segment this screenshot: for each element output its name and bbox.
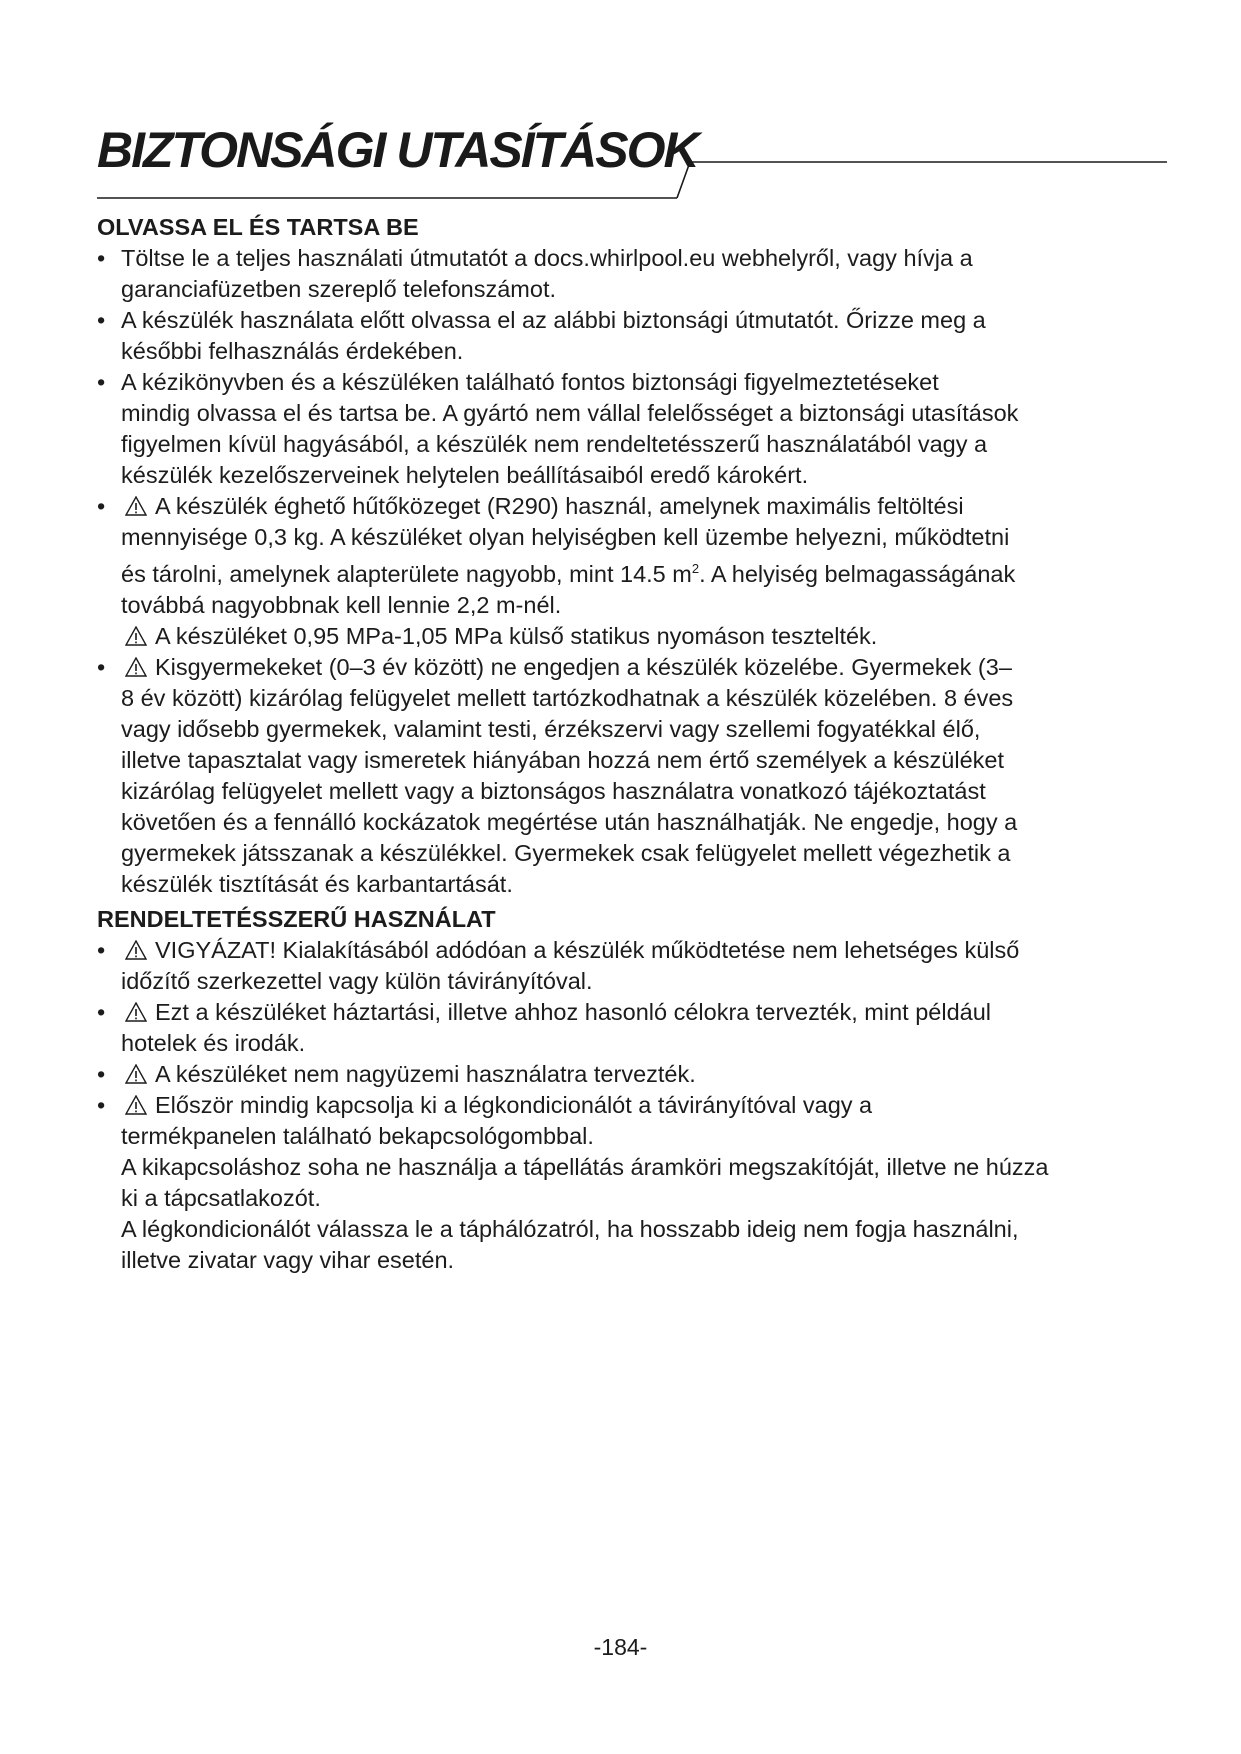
warning-triangle-icon: [125, 1064, 147, 1084]
bullet-not-industrial: • A készüléket nem nagyüzemi használatra tervezték.: [97, 1059, 1177, 1090]
bullet-children: • Kisgyermekeket (0–3 év között) ne engedjen a készülék közelébe. Gyermekek (3– 8 év között) kizárólag felügyelet mellett tartózkodhatnak a készülék közelében. 8 éves vagy idősebb gyermekek, valamint testi, érzékszervi vagy szellemi fogyatékkal élő, illetve tapasztalat vagy ismeretek hiányában hozzá nem értő személyek a készüléket kizárólag felügyelet mellett vagy a biztonságos használatra vonatkozó tájékoztatást követően és a fennálló kockázatok megértése után használhatják. Ne engedje, hogy a gyermekek játsszanak a készülékkel. Gyermekek csak felügyelet mellett végezhetik a készülék tisztítását és karbantartását.: [97, 654, 1018, 897]
bullet-caution-timer: • VIGYÁZAT! Kialakításából adódóan a készülék működtetése nem lehetséges külső időzítő szerkezettel vagy külön távirányítóval.: [97, 937, 1020, 994]
bullet-switch-off: • Először mindig kapcsolja ki a légkondicionálót a távirányítóval vagy a termékpanelen található bekapcsológombbal. A kikapcsoláshoz soha ne használja a tápellátás áramköri megszakítóját, illetve ne húzza ki a tápcsatlakozót. A légkondicionálót válassza le a táphálózatról, ha hosszabb ideig nem fogja használni, illetve zivatar vagy vihar esetén.: [97, 1092, 1049, 1273]
bullet-symbol: •: [97, 999, 106, 1025]
warning-triangle-icon: [125, 626, 147, 646]
bullet-symbol: •: [97, 654, 106, 680]
warning-triangle-icon: [125, 496, 147, 516]
bullet-symbol: •: [97, 937, 106, 963]
bullet-symbol: •: [97, 493, 106, 519]
bullet-safety-warnings: • A kézikönyvben és a készüléken található fontos biztonsági figyelmeztetéseket mindig olvassa el és tartsa be. A gyártó nem vállal felelősséget a biztonsági utasítások figyelmen kívül hagyásából, a készülék nem rendeltetésszerű használatából vagy a készülék kezelőszerveinek helytelen beállításaiból eredő károkért.: [97, 369, 1019, 488]
title-rule: [97, 118, 1177, 208]
section-heading-intended-use: RENDELTETÉSSZERŰ HASZNÁLAT: [97, 906, 496, 932]
bullet-household-use: • Ezt a készüléket háztartási, illetve ahhoz hasonló célokra tervezték, mint például hotelek és irodák.: [97, 999, 991, 1056]
page-number: -184-: [593, 1634, 648, 1660]
bullet-read-before-use: • A készülék használata előtt olvassa el az alábbi biztonsági útmutatót. Őrizze meg a későbbi felhasználás érdekében.: [97, 307, 986, 364]
bullet-download-manual: • Töltse le a teljes használati útmutatót a docs.whirlpool.eu webhelyről, vagy hívja a garanciafüzetben szereplő telefonszámot.: [97, 245, 973, 302]
bullet-symbol: •: [97, 245, 106, 271]
title-block: [97, 118, 1177, 208]
section-heading-read-and-keep: OLVASSA EL ÉS TARTSA BE: [97, 214, 419, 240]
content: [97, 212, 1177, 1276]
page-title: BIZTONSÁGI UTASÍTÁSOK: [97, 122, 698, 178]
warning-triangle-icon: [125, 1095, 147, 1115]
bullet-refrigerant: • A készülék éghető hűtőközeget (R290) használ, amelynek maximális feltöltési mennyisége 0,3 kg. A készüléket olyan helyiségben kell üzembe helyezni, működtetni és tárolni, amelynek alapterülete nagyobb, mint 14.5 $m^2$. A helyiség belmagasságának továbbá nagyobbnak kell lennie 2,2 m-nél. A készüléket 0,95 MPa-1,05 MPa külső statikus nyomáson tesztelték.: [97, 493, 1016, 649]
warning-triangle-icon: [125, 657, 147, 677]
bullet-symbol: •: [97, 307, 106, 333]
warning-triangle-icon: [125, 1002, 147, 1022]
bullet-symbol: •: [97, 1092, 106, 1118]
bullet-symbol: •: [97, 369, 106, 395]
bullet-symbol: •: [97, 1061, 106, 1087]
warning-triangle-icon: [125, 940, 147, 960]
